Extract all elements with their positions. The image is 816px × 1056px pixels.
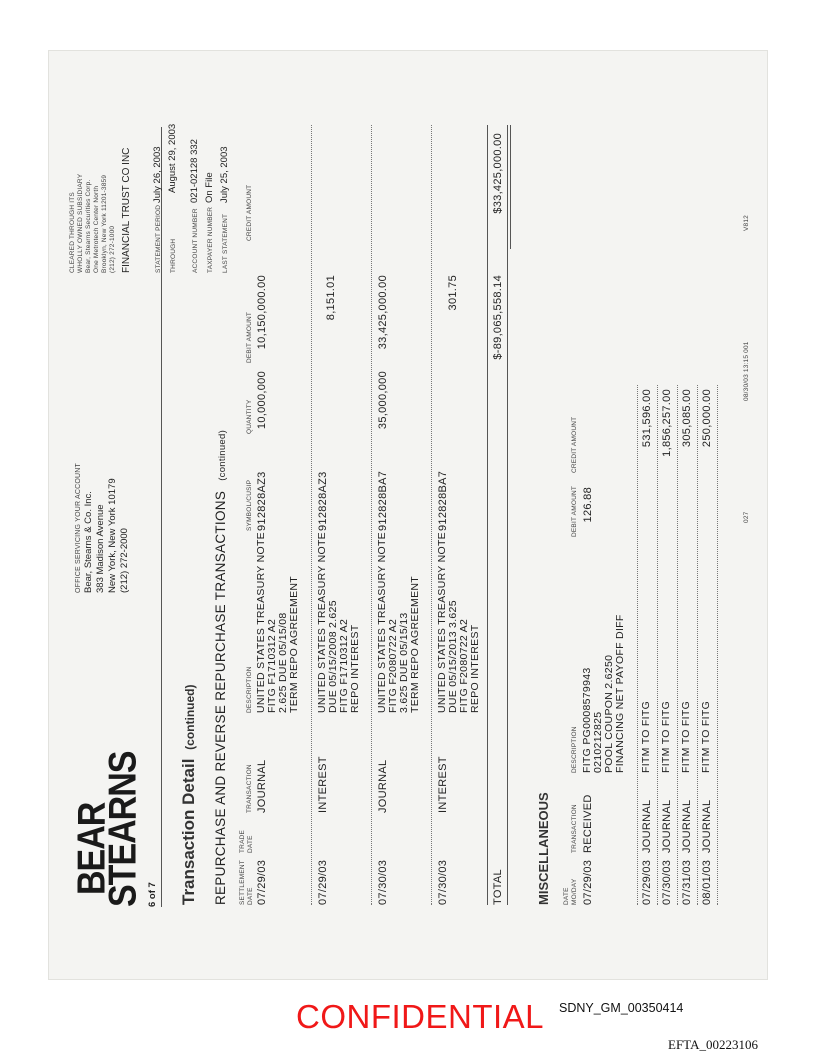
- desc-line: FITG F1710312 A2: [338, 618, 350, 713]
- clearing-line: WHOLLY OWNED SUBSIDIARY: [77, 173, 84, 273]
- bates-number: SDNY_GM_00350414: [559, 1001, 684, 1015]
- repo-title-suffix: (continued): [217, 429, 228, 481]
- desc-line: TERM REPO AGREEMENT: [288, 576, 300, 713]
- repo-row-date: 07/30/03: [437, 859, 449, 905]
- row-separator: [371, 125, 372, 905]
- desc-line: REPO INTEREST: [469, 624, 481, 713]
- footer-timestamp: 08/30/03 13:15 001: [743, 341, 750, 401]
- col-transaction: TRANSACTION: [246, 764, 253, 813]
- desc-line: POOL COUPON 2.6250: [603, 654, 615, 773]
- misc-col-date: DATE MO/DAY: [563, 878, 578, 905]
- desc-line: DUE 05/15/2008 2.625: [327, 600, 339, 713]
- repo-row-type: INTEREST: [437, 756, 449, 813]
- desc-line: REPO INTEREST: [349, 624, 361, 713]
- col-quantity: QUANTITY: [246, 399, 253, 434]
- misc-col-credit: CREDIT AMOUNT: [571, 416, 578, 473]
- col-description: DESCRIPTION: [246, 666, 253, 713]
- repo-row-debit: 301.75: [447, 275, 459, 311]
- title-text: Transaction Detail: [179, 758, 198, 905]
- repo-row-description: [256, 532, 300, 713]
- through-value: August 29, 2003: [167, 123, 178, 193]
- taxpayer-number-value: On File: [204, 172, 215, 203]
- taxpayer-number-label: TAXPAYER NUMBER: [207, 206, 214, 273]
- row-separator: [431, 125, 432, 905]
- office-line: (212) 272-2000: [119, 528, 130, 593]
- confidential-stamp: CONFIDENTIAL: [296, 998, 545, 1035]
- misc-row-debit: 126.88: [582, 487, 594, 523]
- row-separator: [637, 385, 638, 905]
- misc-row-credit: 531,596.00: [641, 389, 653, 448]
- total-label: TOTAL: [492, 869, 504, 905]
- footer-code: V812: [743, 215, 750, 231]
- row-separator: [311, 125, 312, 905]
- row-separator: [677, 385, 678, 905]
- repo-row-type: JOURNAL: [256, 759, 268, 813]
- misc-row-credit: 250,000.00: [701, 389, 713, 448]
- misc-row-date: 07/29/03: [641, 859, 653, 905]
- repo-row-description: [437, 532, 481, 713]
- title-suffix: (continued): [183, 684, 197, 750]
- statement-info: [147, 124, 229, 273]
- misc-col-transaction: TRANSACTION: [571, 804, 578, 853]
- misc-row-type: JOURNAL: [641, 799, 653, 853]
- total-credit: $33,425,000.00: [492, 133, 504, 214]
- misc-row-credit: 305,085.00: [681, 389, 693, 448]
- misc-section-title: MISCELLANEOUS: [536, 792, 551, 905]
- row-separator: [717, 385, 718, 905]
- row-separator: [657, 385, 658, 905]
- misc-col-debit: DEBIT AMOUNT: [571, 485, 578, 537]
- misc-row-date: 07/30/03: [661, 859, 673, 905]
- logo-line-2: STEARNS: [101, 751, 145, 907]
- repo-row-description: [377, 532, 421, 713]
- repo-section-title: [213, 430, 228, 905]
- repo-row-date: 07/29/03: [256, 859, 268, 905]
- footer-code: 027: [743, 511, 750, 523]
- misc-row-description: [582, 614, 626, 773]
- total-double-rule: [510, 125, 511, 249]
- desc-line: 3.625 DUE 05/15/13: [398, 612, 410, 713]
- rotated-page: [49, 51, 767, 979]
- misc-col-description: DESCRIPTION: [571, 726, 578, 773]
- account-number-label: ACCOUNT NUMBER: [192, 208, 199, 273]
- office-line: New York, New York 10179: [107, 478, 118, 593]
- repo-row-debit: 33,425,000.00: [377, 275, 389, 350]
- logo-line-1: BEAR: [70, 802, 114, 895]
- office-block: [75, 463, 131, 593]
- clearing-line: One Metrotech Center North: [93, 185, 100, 273]
- misc-row-type: JOURNAL: [681, 799, 693, 853]
- statement-period-value: July 26, 2003: [152, 146, 163, 203]
- clearing-line: Brooklyn, New York 11201-3859: [101, 174, 108, 273]
- repo-row-quantity: 35,000,000: [377, 371, 389, 430]
- misc-row-type: RECEIVED: [582, 794, 594, 853]
- clearing-block: [69, 174, 117, 273]
- desc-line: 2.625 DUE 05/15/08: [277, 612, 289, 713]
- page-title: [179, 685, 199, 906]
- repo-row-symbol: 912828AZ3: [256, 471, 268, 531]
- desc-line: TERM REPO AGREEMENT: [409, 576, 421, 713]
- repo-row-debit: 10,150,000.00: [256, 275, 268, 350]
- repo-row-date: 07/30/03: [377, 859, 389, 905]
- row-separator: [697, 385, 698, 905]
- repo-title-text: REPURCHASE AND REVERSE REPURCHASE TRANSACTIONS: [213, 490, 228, 905]
- office-line: OFFICE SERVICING YOUR ACCOUNT: [75, 462, 82, 593]
- scanned-statement: [48, 50, 768, 980]
- clearing-line: (212) 272-1000: [109, 225, 116, 273]
- repo-row-type: JOURNAL: [377, 759, 389, 813]
- statement-period-label: STATEMENT PERIOD: [155, 204, 162, 273]
- misc-row-date: 08/01/03: [701, 859, 713, 905]
- misc-row-description: FITM TO FITG: [640, 700, 652, 773]
- account-number-value: 021-02128 332: [189, 139, 200, 203]
- col-settlement-date: SETTLEMENT DATE: [239, 860, 254, 905]
- desc-line: UNITED STATES TREASURY NOTE: [255, 532, 267, 713]
- misc-row-credit: 1,856,257.00: [661, 389, 673, 457]
- desc-line: FITG F2080722 A2: [387, 618, 399, 713]
- efta-number: EFTA_00223106: [668, 1037, 758, 1052]
- desc-line: FITG F1710312 A2: [266, 618, 278, 713]
- desc-line: UNITED STATES TREASURY NOTE: [316, 532, 328, 713]
- clearing-line: Bear, Stearns Securities Corp.: [85, 179, 92, 273]
- account-name: FINANCIAL TRUST CO INC: [121, 147, 132, 273]
- misc-row-date: 07/29/03: [582, 859, 594, 905]
- repo-row-type: INTEREST: [317, 756, 329, 813]
- misc-row-date: 07/31/03: [681, 859, 693, 905]
- misc-row-description: FITM TO FITG: [660, 700, 672, 773]
- misc-row-type: JOURNAL: [701, 799, 713, 853]
- repo-row-symbol: 912828AZ3: [317, 471, 329, 531]
- repo-row-symbol: 912828BA7: [377, 470, 389, 531]
- office-line: 383 Madison Avenue: [95, 504, 106, 593]
- desc-line: FITG F2080722 A2: [458, 618, 470, 713]
- repo-row-description: [317, 532, 361, 713]
- col-trade-date: TRADE DATE: [239, 829, 254, 853]
- desc-line: UNITED STATES TREASURY NOTE: [436, 532, 448, 713]
- desc-line: 0210212825: [592, 711, 604, 773]
- desc-line: DUE 05/15/2013 3.625: [447, 600, 459, 713]
- page-number: 6 of 7: [147, 882, 158, 907]
- last-statement-label: LAST STATEMENT: [222, 213, 229, 273]
- clearing-line: CLEARED THROUGH ITS: [69, 192, 76, 273]
- col-debit: DEBIT AMOUNT: [246, 311, 253, 363]
- misc-row-description: FITM TO FITG: [680, 700, 692, 773]
- misc-row-description: FITM TO FITG: [700, 700, 712, 773]
- through-label: THROUGH: [170, 238, 177, 273]
- repo-row-symbol: 912828BA7: [437, 470, 449, 531]
- col-symbol: SYMBOL/CUSIP: [246, 479, 253, 531]
- total-debit: $-89,065,558.14: [492, 275, 504, 360]
- desc-line: FITG PG0008579943: [581, 667, 593, 773]
- repo-row-date: 07/29/03: [317, 859, 329, 905]
- misc-row-type: JOURNAL: [661, 799, 673, 853]
- total-rule-top: [487, 125, 488, 905]
- desc-line: UNITED STATES TREASURY NOTE: [376, 532, 388, 713]
- desc-line: FINANCING NET PAYOFF DIFF: [614, 614, 626, 773]
- repo-row-quantity: 10,000,000: [256, 371, 268, 430]
- col-credit: CREDIT AMOUNT: [246, 184, 253, 241]
- repo-row-debit: 8,151.01: [325, 275, 337, 321]
- last-statement-value: July 25, 2003: [219, 146, 230, 203]
- total-rule-bottom: [507, 125, 508, 905]
- office-line: Bear, Stearns & Co. Inc.: [83, 491, 94, 593]
- bear-stearns-logo: [70, 751, 145, 907]
